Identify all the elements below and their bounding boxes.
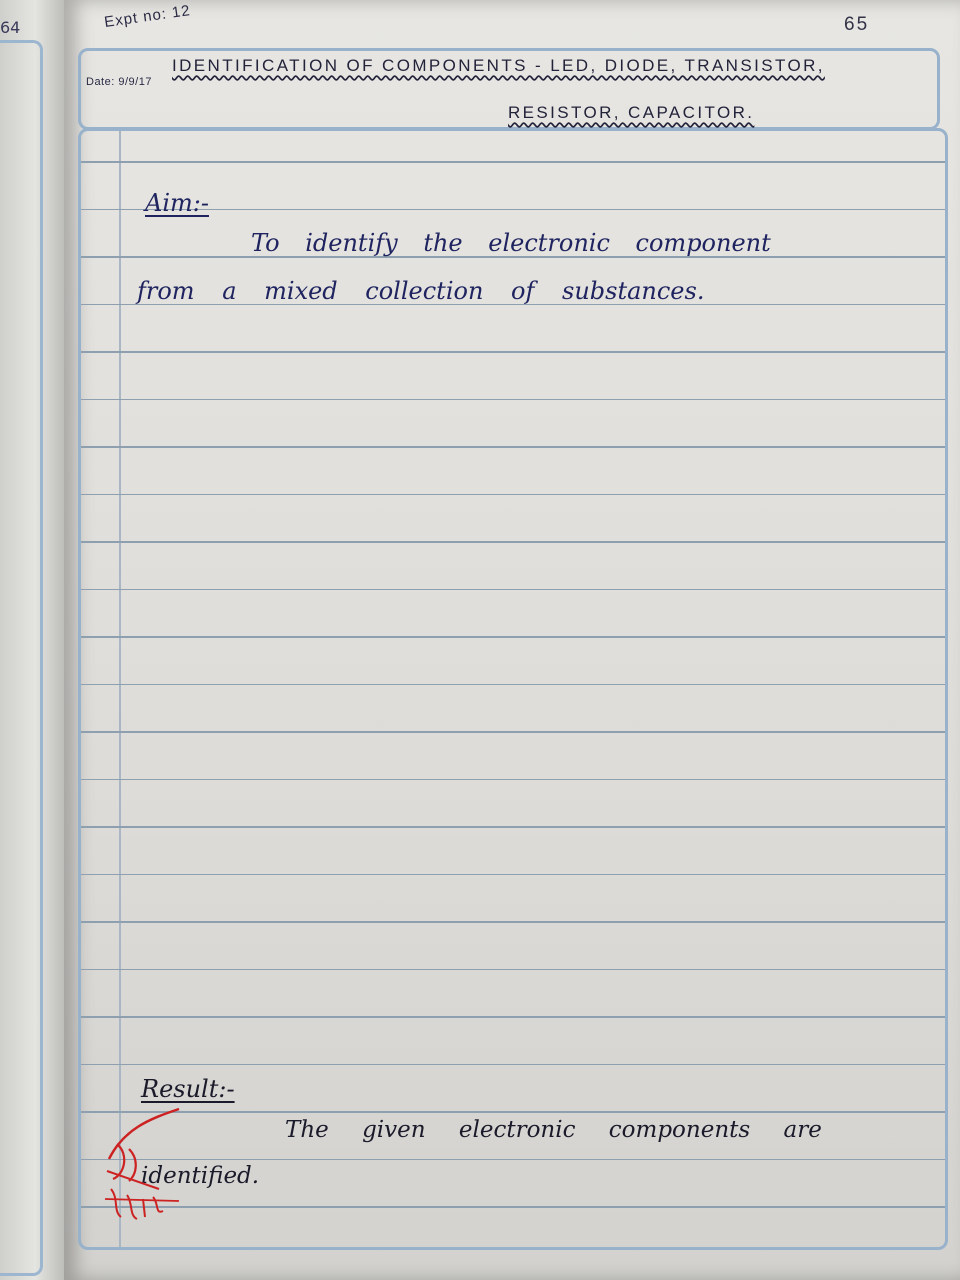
ruled-line xyxy=(81,874,945,876)
ruled-line xyxy=(81,494,945,496)
ruled-line xyxy=(81,826,945,828)
ruled-line xyxy=(81,636,945,638)
ruled-line xyxy=(81,684,945,686)
experiment-date: Date: 9/9/17 xyxy=(86,76,152,88)
ruled-writing-area xyxy=(78,128,948,1250)
result-heading: Result:- xyxy=(141,1075,235,1103)
title-line-1: IDENTIFICATION OF COMPONENTS - LED, DIODE, TRANSISTOR, xyxy=(172,56,825,75)
ruled-line xyxy=(81,446,945,448)
ruled-line xyxy=(81,969,945,971)
ruled-line xyxy=(81,731,945,733)
ruled-line xyxy=(81,589,945,591)
ruled-line xyxy=(81,541,945,543)
ruled-line xyxy=(81,779,945,781)
title-line-2: RESISTOR, CAPACITOR. xyxy=(508,103,755,122)
aim-text-line-1: To identify the electronic component xyxy=(251,229,771,257)
ruled-line xyxy=(81,1064,945,1066)
left-page-edge xyxy=(0,0,64,1280)
notebook-page xyxy=(64,0,960,1280)
ruled-line xyxy=(81,921,945,923)
ruled-line xyxy=(81,1111,945,1113)
ruled-line xyxy=(81,1159,945,1161)
experiment-number: Expt no: 12 xyxy=(103,2,192,31)
result-text-line-2: identified. xyxy=(141,1163,260,1189)
ruled-line xyxy=(81,351,945,353)
aim-heading: Aim:- xyxy=(145,189,209,217)
ruled-line xyxy=(81,161,945,163)
margin-line xyxy=(119,131,121,1247)
ruled-line xyxy=(81,399,945,401)
teacher-signature-mark xyxy=(99,1099,199,1229)
ruled-line xyxy=(81,1016,945,1018)
ruled-line xyxy=(81,209,945,211)
result-text-line-1: The given electronic components are xyxy=(285,1117,822,1143)
page-number: 65 xyxy=(844,14,870,35)
left-page-number: 64 xyxy=(0,18,21,37)
left-page-border xyxy=(0,40,43,1276)
ruled-line xyxy=(81,1206,945,1208)
aim-text-line-2: from a mixed collection of substances. xyxy=(137,277,705,305)
